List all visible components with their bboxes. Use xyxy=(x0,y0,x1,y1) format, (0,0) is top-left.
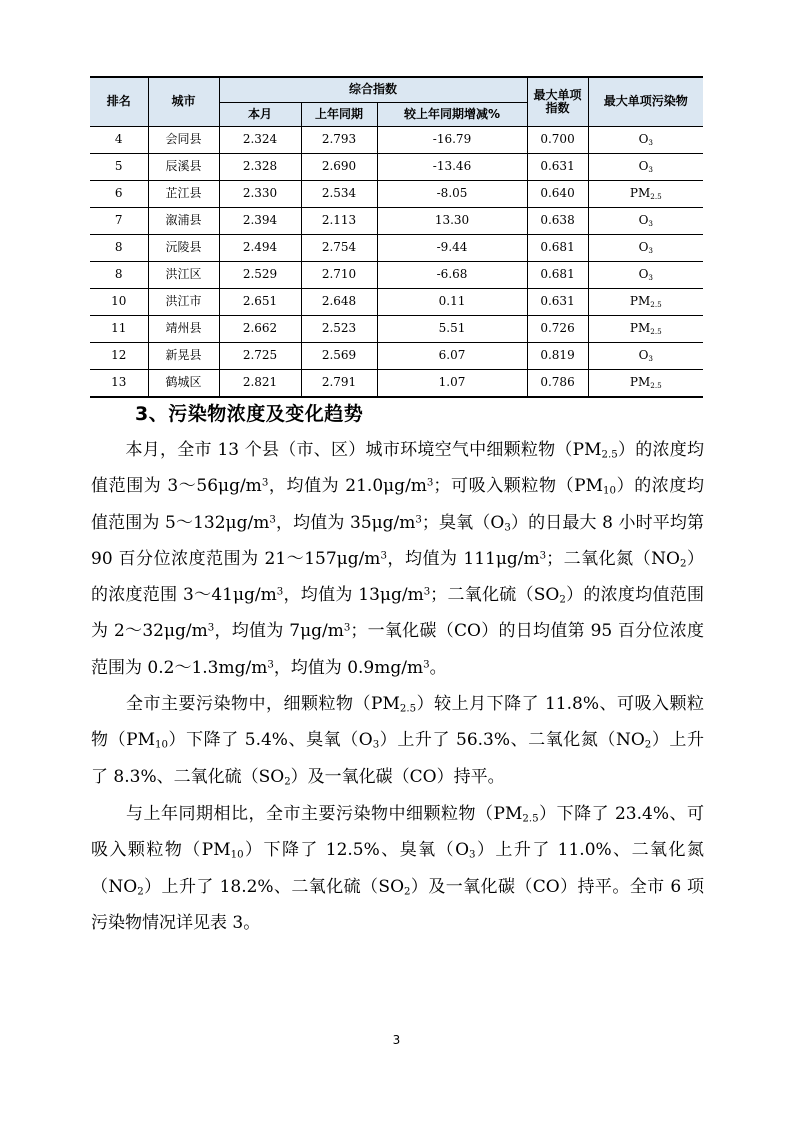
paragraph-concentration xyxy=(91,432,704,686)
cell-last-year: 2.793 xyxy=(301,127,377,154)
cell-rank: 8 xyxy=(90,235,148,262)
table-row xyxy=(90,343,703,370)
subscript: 2.5 xyxy=(601,449,618,461)
cell-this-month: 2.328 xyxy=(219,154,301,181)
cell-pollutant xyxy=(588,316,703,343)
text-run: ）上升了 11.0%、二氧化氮（NO xyxy=(91,840,704,897)
superscript: 3 xyxy=(276,586,284,598)
cell-this-month: 2.529 xyxy=(219,262,301,289)
cell-this-month: 2.651 xyxy=(219,289,301,316)
table-row xyxy=(90,181,703,208)
cell-max-index: 0.631 xyxy=(527,289,588,316)
cell-this-month: 2.662 xyxy=(219,316,301,343)
cell-rank: 10 xyxy=(90,289,148,316)
superscript: 3 xyxy=(267,659,274,671)
cell-this-month: 2.330 xyxy=(219,181,301,208)
table-row xyxy=(90,235,703,262)
cell-city: 沅陵县 xyxy=(148,235,219,262)
cell-max-index: 0.786 xyxy=(527,370,588,398)
header-change-percent: 较上年同期增减% xyxy=(377,103,527,127)
text-run: ，均值为 111μg/m xyxy=(386,548,540,569)
subscript: 10 xyxy=(154,739,168,751)
subscript: 3 xyxy=(372,739,380,751)
text-run: ；可吸入颗粒物（PM xyxy=(433,476,604,497)
cell-rank: 11 xyxy=(90,316,148,343)
text-run: ）上升了 18.2%、二氧化硫（SO xyxy=(143,876,405,897)
cell-rank: 7 xyxy=(90,208,148,235)
table-row xyxy=(90,208,703,235)
cell-this-month: 2.394 xyxy=(219,208,301,235)
pollutant-symbol: O xyxy=(638,213,649,228)
header-city: 城市 xyxy=(148,77,219,127)
cell-last-year: 2.569 xyxy=(301,343,377,370)
subscript: 2 xyxy=(559,594,566,606)
cell-change: 5.51 xyxy=(377,316,527,343)
cell-max-index: 0.700 xyxy=(527,127,588,154)
cell-change: 0.11 xyxy=(377,289,527,316)
subscript: 10 xyxy=(603,485,616,497)
cell-rank: 6 xyxy=(90,181,148,208)
cell-pollutant xyxy=(588,262,703,289)
cell-change: 1.07 xyxy=(377,370,527,398)
cell-this-month: 2.725 xyxy=(219,343,301,370)
pollutant-subscript: 3 xyxy=(648,219,653,229)
pollutant-subscript: 3 xyxy=(648,246,653,256)
cell-max-index: 0.819 xyxy=(527,343,588,370)
pollutant-symbol: PM xyxy=(629,321,651,336)
paragraph-year-change xyxy=(91,796,704,941)
pollutant-symbol: O xyxy=(638,348,649,363)
cell-max-index: 0.631 xyxy=(527,154,588,181)
superscript: 3 xyxy=(380,550,387,562)
text-run: ；二氧化氮（NO xyxy=(546,548,680,569)
pollutant-symbol: PM xyxy=(629,186,651,201)
pollutant-subscript: 2.5 xyxy=(650,381,662,391)
cell-pollutant xyxy=(588,154,703,181)
text-run: ，均值为 13μg/m xyxy=(283,585,424,606)
cell-last-year: 2.710 xyxy=(301,262,377,289)
pollutant-symbol: O xyxy=(638,240,649,255)
cell-last-year: 2.113 xyxy=(301,208,377,235)
cell-city: 溆浦县 xyxy=(148,208,219,235)
cell-city: 芷江县 xyxy=(148,181,219,208)
text-run: 全市主要污染物中，细颗粒物（PM xyxy=(91,694,400,714)
cell-pollutant xyxy=(588,127,703,154)
section-heading: 3、污染物浓度及变化趋势 xyxy=(135,403,364,425)
superscript: 3 xyxy=(426,477,434,489)
text-run: 与上年同期相比，全市主要污染物中细颗粒物（PM xyxy=(91,804,523,824)
pollutant-subscript: 3 xyxy=(648,273,653,283)
cell-city: 辰溪县 xyxy=(148,154,219,181)
cell-rank: 13 xyxy=(90,370,148,398)
text-run: ，均值为 7μg/m xyxy=(214,621,344,642)
header-max-single-index xyxy=(527,77,588,127)
subscript: 10 xyxy=(230,849,244,861)
pollutant-subscript: 2.5 xyxy=(650,192,662,202)
superscript: 3 xyxy=(415,513,422,525)
table-row xyxy=(90,127,703,154)
text-run: ；二氧化硫（SO xyxy=(430,585,560,606)
superscript: 3 xyxy=(539,550,547,562)
text-run: ）上升了 56.3%、二氧化氮（NO xyxy=(379,730,645,751)
pollutant-symbol: PM xyxy=(629,375,651,390)
header-rank: 排名 xyxy=(90,77,148,127)
pollutant-subscript: 3 xyxy=(648,354,653,364)
table-row xyxy=(90,289,703,316)
subscript: 2.5 xyxy=(522,813,539,825)
pollutant-symbol: O xyxy=(638,159,649,174)
superscript: 3 xyxy=(423,659,430,671)
pollutant-symbol: PM xyxy=(629,294,651,309)
cell-change: -13.46 xyxy=(377,154,527,181)
text-run: ）的浓度范围 3～41μg/m xyxy=(91,548,704,606)
text-run: ）的日最大 8 小时平均第 90 百分位浓度范围为 21～157μg/m xyxy=(91,512,704,569)
table-row xyxy=(90,262,703,289)
subscript: 2 xyxy=(680,558,687,570)
cell-this-month: 2.821 xyxy=(219,370,301,398)
text-run: ）下降了 12.5%、臭氧（O xyxy=(243,840,470,861)
header-last-year-same-period: 上年同期 xyxy=(301,103,377,127)
pollutant-symbol: O xyxy=(638,267,649,282)
cell-city: 洪江区 xyxy=(148,262,219,289)
cell-max-index: 0.681 xyxy=(527,235,588,262)
cell-city: 会同县 xyxy=(148,127,219,154)
text-run: ）下降了 23.4%、可吸入颗粒物（PM xyxy=(91,804,704,861)
table-row xyxy=(90,370,703,398)
pollutant-subscript: 3 xyxy=(648,138,653,148)
cell-last-year: 2.754 xyxy=(301,235,377,262)
cell-city: 新晃县 xyxy=(148,343,219,370)
subscript: 2 xyxy=(137,886,144,898)
cell-pollutant xyxy=(588,370,703,398)
cell-pollutant xyxy=(588,289,703,316)
text-run: ，均值为 35μg/m xyxy=(275,512,416,533)
pollutant-symbol: O xyxy=(638,132,649,147)
cell-pollutant xyxy=(588,235,703,262)
subscript: 2 xyxy=(404,886,411,898)
superscript: 3 xyxy=(269,513,276,525)
subscript: 2 xyxy=(644,739,652,751)
subscript: 2 xyxy=(284,776,291,788)
cell-max-index: 0.681 xyxy=(527,262,588,289)
cell-change: 13.30 xyxy=(377,208,527,235)
subscript: 3 xyxy=(469,849,476,861)
cell-last-year: 2.523 xyxy=(301,316,377,343)
superscript: 3 xyxy=(343,622,351,634)
cell-city: 洪江市 xyxy=(148,289,219,316)
text-run: ；一氧化碳（CO）的日均值第 95 百分位浓度范围为 0.2～1.3mg/m xyxy=(91,621,704,678)
cell-city: 鹤城区 xyxy=(148,370,219,398)
text-run: ）较上月下降了 11.8%、可吸入颗粒物（PM xyxy=(91,694,704,751)
cell-max-index: 0.640 xyxy=(527,181,588,208)
text-run: ，均值为 21.0μg/m xyxy=(268,476,427,497)
cell-city: 靖州县 xyxy=(148,316,219,343)
air-quality-ranking-table xyxy=(90,76,703,398)
header-composite-index: 综合指数 xyxy=(219,77,527,103)
text-run: ，均值为 0.9mg/m xyxy=(273,657,424,678)
cell-pollutant xyxy=(588,343,703,370)
cell-change: -9.44 xyxy=(377,235,527,262)
cell-rank: 4 xyxy=(90,127,148,154)
cell-change: -16.79 xyxy=(377,127,527,154)
pollutant-subscript: 2.5 xyxy=(650,327,662,337)
cell-change: 6.07 xyxy=(377,343,527,370)
cell-change: -8.05 xyxy=(377,181,527,208)
superscript: 3 xyxy=(207,622,215,634)
cell-last-year: 2.791 xyxy=(301,370,377,398)
cell-change: -6.68 xyxy=(377,262,527,289)
text-run: 。 xyxy=(429,657,447,678)
text-run: ）的浓度均值范围为 2～32μg/m xyxy=(91,585,704,642)
table-body xyxy=(90,127,703,398)
superscript: 3 xyxy=(423,586,431,598)
table-row xyxy=(90,316,703,343)
text-run: ）上升了 8.3%、二氧化硫（SO xyxy=(91,730,704,787)
cell-max-index: 0.638 xyxy=(527,208,588,235)
header-this-month: 本月 xyxy=(219,103,301,127)
cell-this-month: 2.494 xyxy=(219,235,301,262)
paragraph-month-change xyxy=(91,686,704,795)
text-run: ）的浓度均值范围为 3～56μg/m xyxy=(91,440,704,497)
text-run: ；臭氧（O xyxy=(421,512,505,533)
cell-rank: 5 xyxy=(90,154,148,181)
text-run: ）及一氧化碳（CO）持平。 xyxy=(290,766,505,787)
pollutant-subscript: 3 xyxy=(648,165,653,175)
cell-rank: 12 xyxy=(90,343,148,370)
cell-last-year: 2.648 xyxy=(301,289,377,316)
pollutant-subscript: 2.5 xyxy=(650,300,662,310)
cell-max-index: 0.726 xyxy=(527,316,588,343)
cell-this-month: 2.324 xyxy=(219,127,301,154)
cell-rank: 8 xyxy=(90,262,148,289)
header-max-single-index-label: 最大单项指数 xyxy=(533,87,582,115)
text-run: ）下降了 5.4%、臭氧（O xyxy=(167,730,373,751)
text-run: ）的浓度均值范围为 5～132μg/m xyxy=(91,476,704,533)
header-max-single-pollutant: 最大单项污染物 xyxy=(588,77,703,127)
cell-last-year: 2.690 xyxy=(301,154,377,181)
page-number: 3 xyxy=(392,1033,401,1047)
cell-last-year: 2.534 xyxy=(301,181,377,208)
text-run: 本月，全市 13 个县（市、区）城市环境空气中细颗粒物（PM xyxy=(91,440,602,460)
cell-pollutant xyxy=(588,208,703,235)
subscript: 3 xyxy=(504,522,511,534)
cell-pollutant xyxy=(588,181,703,208)
subscript: 2.5 xyxy=(399,703,417,715)
superscript: 3 xyxy=(261,477,269,489)
text-run: ）及一氧化碳（CO）持平。全市 6 项污染物情况详见表 3。 xyxy=(91,876,704,933)
table-row xyxy=(90,154,703,181)
